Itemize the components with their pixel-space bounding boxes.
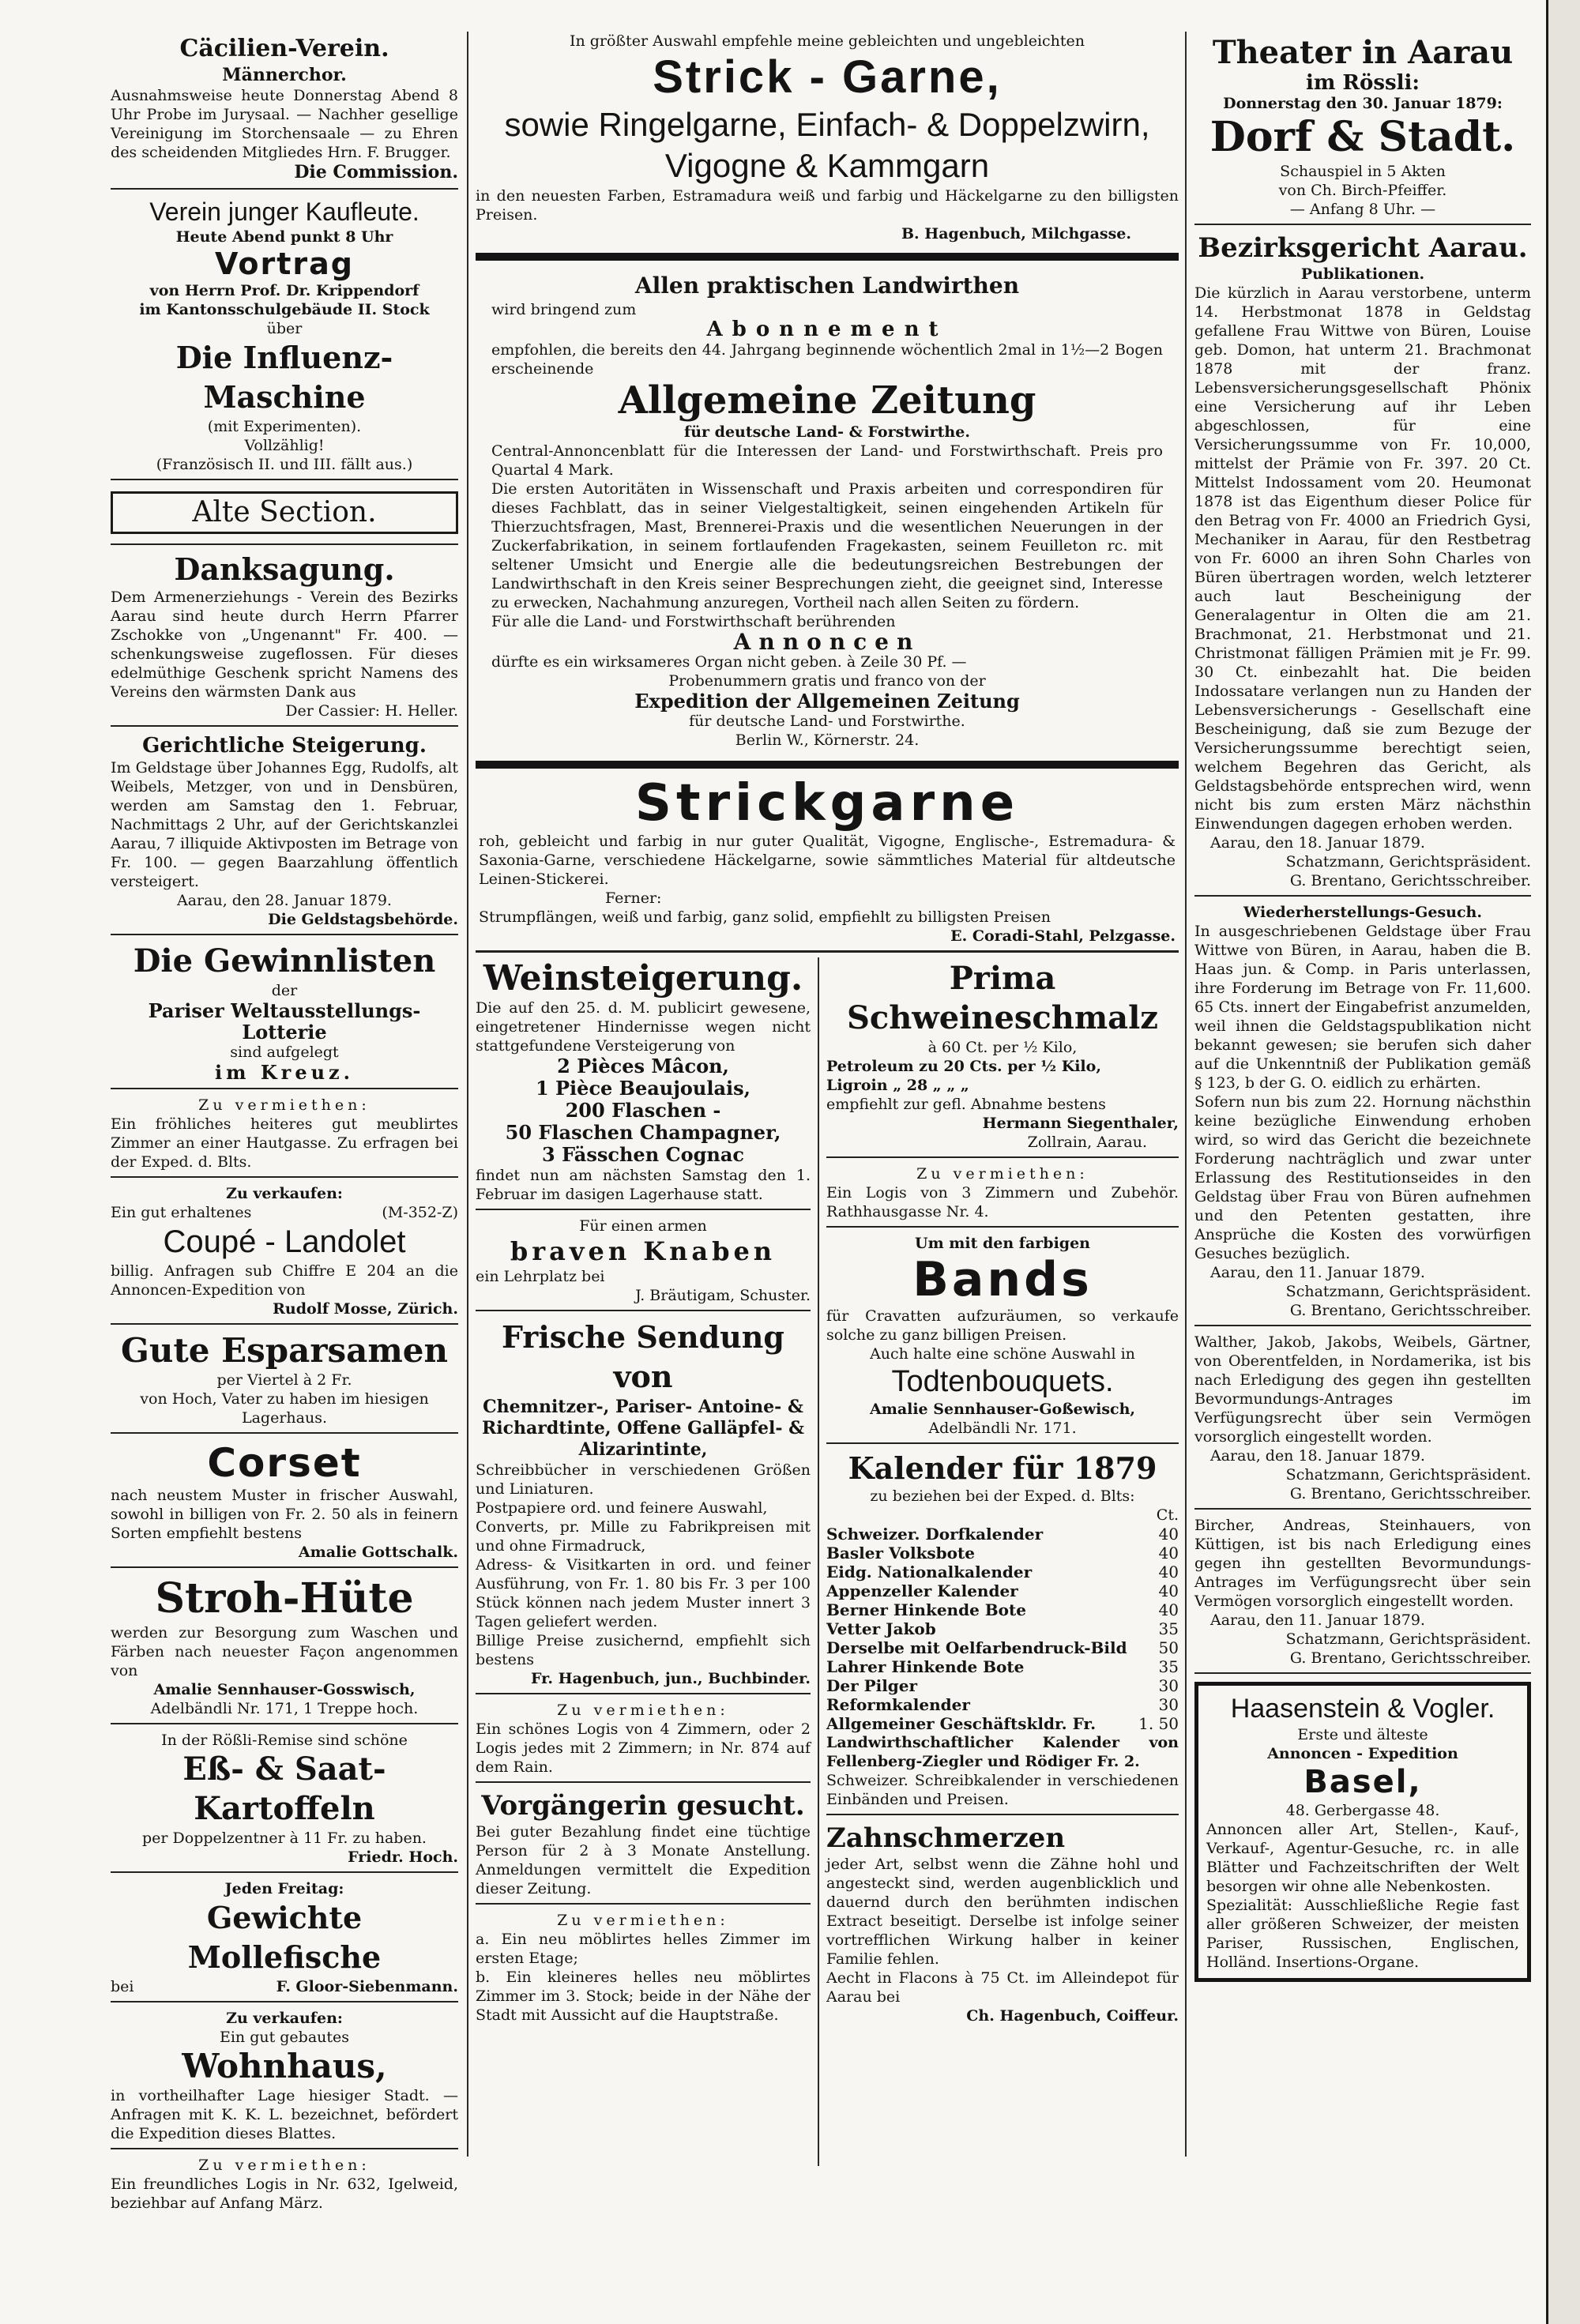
ad-weinsteigerung [476, 957, 811, 1210]
kalender-row [826, 1714, 1179, 1733]
ad-signature: F. Gloor-Siebenmann. [276, 1978, 458, 1995]
kalender-name: Der Pilger [826, 1676, 918, 1695]
ad-line: Probenummern gratis und franco von der [668, 672, 986, 690]
ad-title: Zu vermiethen: [198, 1096, 371, 1114]
ad-signature: G. Brentano, Gerichtsschreiber. [1289, 1485, 1531, 1502]
ad-title: Kalender für 1879 [848, 1450, 1157, 1486]
ad-line: Auch halte eine schöne Auswahl in [870, 1345, 1135, 1363]
ad-body: werden zur Besorgung zum Waschen und Färben nach neuester Façon angenommen von [111, 1624, 458, 1679]
ad-signature: Amalie Sennhauser-Gosswisch, [153, 1681, 416, 1698]
ad-line: über [266, 320, 303, 337]
ad-title: Strick - Garne, [653, 51, 1002, 103]
ad-caecilien [111, 32, 458, 190]
ad-date: Aarau, den 18. Januar 1879. [1210, 1447, 1425, 1465]
ad-line: Allen praktischen Landwirthen [634, 273, 1020, 299]
ad-line: Schweizer. Schreibkalender in verschiedenen Einbänden und Preisen. [826, 1772, 1179, 1808]
ad-mollefische [111, 1878, 458, 2002]
ad-signature: Amalie Sennhauser-Goßewisch, [869, 1401, 1136, 1418]
ad-line: dürfte es ein wirksameres Organ nicht geben. à Zeile 30 Pf. — [491, 653, 967, 671]
kalender-name: Lahrer Hinkende Bote [826, 1657, 1025, 1676]
ad-address: Adelbändli Nr. 171. [928, 1420, 1077, 1437]
ad-signature: G. Brentano, Gerichtsschreiber. [1289, 1302, 1531, 1319]
ad-line: Expedition der Allgemeinen Zeitung [634, 690, 1020, 713]
ad-body: Ein fröhliches heiteres gut meublirtes Zimmer an einer Hautgasse. Zu erfragen bei der Exped. d. Blts. [111, 1115, 458, 1171]
ad-knaben [476, 1215, 811, 1311]
ad-line: a. Ein neu möblirtes helles Zimmer im ersten Etage; [476, 1931, 811, 1967]
ad-bircher [1194, 1514, 1531, 1674]
ad-schweineschmalz [826, 957, 1179, 1158]
ad-line: von Herrn Prof. Dr. Krippendorf [149, 282, 419, 299]
ad-line: Ein gut gebautes [219, 2029, 350, 2046]
kalender-list [826, 1525, 1179, 1733]
ad-body: Die ersten Autoritäten in Wissenschaft und Praxis arbeiten und correspondiren für dieses Fachblatt, das in seiner Vielgestaltigkeit, seinen eingehenden Artikeln für Thierzuchtsfragen, Mast, Brennerei-Praxis und die wesentlichen Neuerungen in der Zuckerfabrikation, in seinem fortlaufenden Fragekasten, seinem Feuilleton rc. mit seltener Umsicht und Energie alle die bedeutungsreichen Bestrebungen der Landwirthschaft in den Kreis seiner Besprechungen zieht, die geeignet sind, Interesse zu erwecken, Nachahmung anzuregen, Vortheil nach allen Seiten zu fördern. [491, 480, 1163, 611]
ad-sendung [476, 1316, 811, 1694]
ad-signature: B. Hagenbuch, Milchgasse. [901, 225, 1131, 243]
ad-signature: Amalie Gottschalk. [298, 1544, 458, 1561]
ad-signature: Schatzmann, Gerichtspräsident. [1285, 1630, 1531, 1648]
ad-title: Bands [912, 1252, 1093, 1307]
ad-title: braven Knaben [510, 1236, 777, 1266]
ad-title: Theater in Aarau [1212, 34, 1514, 71]
ad-line: Annoncen - Expedition [1267, 1745, 1458, 1762]
ad-line: von Ch. Birch-Pfeiffer. [1278, 182, 1447, 199]
column-right [1194, 32, 1531, 2157]
ad-body: Sofern nun bis zum 22. Hornung nächsthin keine bezügliche Einwendung erhoben wird, so wird das Gericht die bezeichnete Forderung nachträglich und zwar unter Erlassung des Restitutionseides in den Geldstag über Frau von Büren aufnehmen und den Petenten gestatten, ihre Ansprüche die Kosten des vorwürfigen Gesuches bezüglich. [1194, 1093, 1531, 1262]
ad-title: Bezirksgericht Aarau. [1198, 232, 1528, 264]
ad-haasenstein [1194, 1682, 1531, 1982]
ad-line: empfiehlt zur gefl. Abnahme bestens [826, 1096, 1106, 1113]
ad-line: im Kantonsschulgebäude II. Stock [139, 301, 430, 318]
ad-vermiethen-4 [476, 1909, 811, 2029]
kalender-price: 50 [1158, 1638, 1179, 1657]
ad-line: Um mit den farbigen [915, 1235, 1090, 1252]
ad-body: findet nun am nächsten Samstag den 1. Februar im dasigen Lagerhause statt. [476, 1167, 811, 1203]
ad-line: im Rössli: [1305, 71, 1420, 95]
ad-line: Ferner: [605, 889, 662, 907]
ad-boxed-title: Alte Section. [111, 491, 458, 534]
ad-kaufleute [111, 194, 458, 480]
ad-line: Abonnement [706, 318, 948, 341]
ad-body: Annoncen aller Art, Stellen-, Kauf-, Verkauf-, Agentur-Gesuche, rc. in alle Blätter und Fachzeitschriften der Welt besorgen wir ohne alle Nebenkosten. [1206, 1821, 1519, 1895]
ad-line: In der Rößli-Remise sind schöne [161, 1732, 408, 1749]
ad-line: b. Ein kleineres helles neu möblirtes Zimmer im 3. Stock; beide in der Nähe der Stadt mit Aussicht auf die Hauptstraße. [476, 1969, 811, 2024]
ad-allgemeine-zeitung [476, 267, 1179, 754]
ad-title: Zu verkaufen: [226, 1185, 343, 1202]
ad-strickgarne [476, 775, 1179, 950]
ad-body: Ein Logis von 3 Zimmern und Zubehör. Rathhausgasse Nr. 4. [826, 1184, 1179, 1220]
kalender-row [826, 1676, 1179, 1695]
ad-body: Die kürzlich in Aarau verstorbene, unterm 14. Herbstmonat 1878 in Geldstag gefallene Frau Wittwe von Büren, Louise geb. Domon, hat unterm 21. Brachmonat 1878 mit der franz. Lebensversicherungsgesellschaft Phönix eine Versicherung auf ihr Leben abgeschlossen, für eine Versicherungssumme von Fr. 10,000, mittelst der Prämie von Fr. 397. 20 Ct. Mittelst Indossament vom 20. Heumonat 1878 ist das Eigenthum dieser Police für den Betrag von Fr. 4000 an Friedrich Gysi, Mechaniker in Aarau, für den Restbetrag von Fr. 6000 an ihren Sohn Charles von Büren übertragen worden, welch letzterer auch laut Bescheinigung der Generalagentur in Olten die am 21. Brachmonat, 21. Herbstmonat und 21. Christmonat fälligen Prämien mit je Fr. 99. 30 Ct. einbezahlt hat. Die beiden Indossatare verlangen nun zu Handen der Lebensversicherungs - Gesellschaft eine Bescheinigung, daß sie zum Bezuge der Versicherungssumme berechtigt seien, welchem Begehren das Gericht, als Geldstagsbehörde entsprechen wird, wenn nicht bis zum ersten März nächsthin Einwendungen dagegen erhoben werden. [1194, 284, 1531, 833]
ad-line: Central-Annoncenblatt für die Interessen der Land- und Forstwirthschaft. Preis pro Quartal 4 Mark. [491, 442, 1163, 479]
ad-line: Erste und älteste [1297, 1726, 1428, 1743]
column-left [111, 32, 458, 2212]
ad-signature: Ch. Hagenbuch, Coiffeur. [966, 2007, 1179, 2025]
kalender-row [826, 1600, 1179, 1619]
kalender-row [826, 1695, 1179, 1714]
ad-line: Ligroin „ 28 „ „ „ [826, 1077, 969, 1094]
ad-body: in den neuesten Farben, Estramadura weiß und farbig und Häckelgarne zu den billigsten Preisen. [476, 187, 1179, 224]
ad-line: Converts, pr. Mille zu Fabrikpreisen mit und ohne Firmadruck, [476, 1518, 811, 1555]
ad-line: Vigogne & Kammgarn [664, 147, 990, 184]
kalender-row [826, 1619, 1179, 1638]
ad-body: Ausnahmsweise heute Donnerstag Abend 8 Uhr Probe im Jurysaal. — Nachher gesellige Vereinigung im Storchensaale — zu Ehren des scheidenden Mitgliedes Hrn. F. Brugger. [111, 87, 458, 161]
column-center [476, 32, 1179, 2157]
ad-body: In ausgeschriebenen Geldstage über Frau Wittwe von Büren, in Aarau, haben die B. Haas jun. & Comp. in Paris unterlassen, ihre Forderung im Betrage von Fr. 11,600. 65 Cts. innert der Eingabefrist anzumelden, weil ihnen die Geldstagspublikation nicht bekannt gewesen; sie berufen sich daher auf die Unkenntniß der Publikation gemäß § 123, b der G. O. eidlich zu erhärten. [1194, 923, 1531, 1092]
ad-body: für Cravatten aufzuräumen, so verkaufe solche zu ganz billigen Preisen. [826, 1307, 1179, 1344]
ad-line: per Doppelzentner à 11 Fr. zu haben. [142, 1829, 427, 1847]
ad-body: Die auf den 25. d. M. publicirt gewesene, eingetretener Hindernisse wegen nicht stattgefundene Versteigerung von [476, 999, 811, 1055]
ad-body: Spezialität: Ausschließliche Regie fast aller größeren Schweizer, der meisten Pariser, Russischen, Englischen, Holländ. Insertions-Organe. [1206, 1897, 1519, 1971]
column-rule-left [467, 32, 468, 2157]
kalender-price: 30 [1158, 1676, 1179, 1695]
ad-signature: E. Coradi-Stahl, Pelzgasse. [950, 927, 1176, 945]
kalender-name: Eidg. Nationalkalender [826, 1562, 1033, 1581]
ad-line: Schauspiel in 5 Akten [1280, 163, 1446, 180]
ad-signature: Schatzmann, Gerichtspräsident. [1285, 1283, 1531, 1300]
kalender-price: 40 [1158, 1525, 1179, 1544]
ad-esparsamen [111, 1329, 458, 1434]
ad-vermiethen-1 [111, 1094, 458, 1178]
ad-line: der [271, 982, 298, 999]
ad-headline: Die Influenz-Maschine [175, 340, 393, 415]
ad-title: Danksagung. [174, 551, 395, 587]
kalender-row [826, 1638, 1179, 1657]
kalender-name: Allgemeiner Geschäftskldr. Fr. [826, 1714, 1097, 1733]
ad-body: Dem Armenerziehungs - Verein des Bezirks Aarau sind heute durch Herrn Pfarrer Zschokke von „Ungenannt" Fr. 400. — schenkungsweise zugeflossen. Für dieses edelmüthige Geschenk spricht Namens des Vereins den wärmsten Dank aus [111, 589, 458, 701]
ad-line: Billige Preise zusichernd, empfiehlt sich bestens [476, 1632, 811, 1668]
ad-title: Frische Sendung von [502, 1319, 784, 1394]
ad-title: Verein junger Kaufleute. [149, 197, 419, 226]
ad-signature: Schatzmann, Gerichtspräsident. [1285, 853, 1531, 871]
list-item: 200 Flaschen - [565, 1099, 721, 1122]
ad-title: Zahnschmerzen [826, 1822, 1066, 1854]
ad-coupe [111, 1183, 458, 1325]
ad-body: Im Geldstage über Johannes Egg, Rudolfs, alt Weibels, Metzger, von und in Densbüren, werden am Samstag den 1. Februar, Nachmittags 2 Uhr, auf der Gerichtskanzlei Aarau, 7 illiquide Aktivposten im Betrage von Fr. 100. — gegen Baarzahlung öffentlich versteigert. [111, 759, 458, 890]
kalender-price: 40 [1158, 1600, 1179, 1619]
ad-zahnschmerzen [826, 1820, 1179, 2030]
kalender-row [826, 1544, 1179, 1562]
ad-line: sowie Ringelgarne, Einfach- & Doppelzwirn, [504, 106, 1150, 143]
ad-line: Zu verkaufen: [226, 2010, 343, 2027]
ad-bezirksgericht [1194, 230, 1531, 897]
ad-title: Wiederherstellungs-Gesuch. [1243, 904, 1482, 921]
ad-title: Corset [207, 1440, 362, 1486]
ad-signature: Rudolf Mosse, Zürich. [273, 1300, 458, 1318]
ad-date: Aarau, den 28. Januar 1879. [177, 892, 392, 909]
ad-line: Heute Abend punkt 8 Uhr [175, 228, 393, 246]
ad-signature: Der Cassier: H. Heller. [285, 702, 458, 720]
ad-address: Zollrain, Aarau. [1027, 1134, 1147, 1151]
ad-line: Pariser Weltausstellungs-Lotterie [148, 999, 421, 1044]
ad-body: in vortheilhafter Lage hiesiger Stadt. — Anfragen mit K. K. L. bezeichnet, befördert die Expedition dieses Blattes. [111, 2087, 458, 2142]
kalender-row [826, 1562, 1179, 1581]
ad-body: roh, gebleicht und farbig in nur guter Qualität, Vigogne, Englische-, Estremadura- & Saxonia-Garne, verschiedene Häckelgarne, sowie sämmtliches Material für altdeutsche Leinen-Stickerei. [479, 833, 1176, 888]
ad-line: sind aufgelegt [230, 1044, 339, 1061]
ad-line: Vollzählig! [244, 437, 325, 454]
ad-line: Adress- & Visitkarten in ord. und feiner Ausführung, von Fr. 1. 80 bis Fr. 3 per 100 Stück können nach jedem Muster innert 3 Tagen geliefert werden. [476, 1556, 811, 1630]
ad-subtitle: Männerchor. [222, 65, 347, 85]
ad-title: Gerichtliche Steigerung. [142, 734, 427, 758]
ad-signature: G. Brentano, Gerichtsschreiber. [1289, 1649, 1531, 1667]
ad-line: Berlin W., Körnerstr. 24. [735, 731, 920, 749]
kalender-row [826, 1525, 1179, 1544]
ad-date: Aarau, den 18. Januar 1879. [1210, 834, 1425, 852]
ad-line: (Französisch II. und III. fällt aus.) [156, 456, 413, 473]
ad-title: Allgemeine Zeitung [618, 378, 1036, 423]
ad-title: Gute Esparsamen [120, 1331, 449, 1370]
ad-line: Postpapiere ord. und feinere Auswahl, [476, 1499, 768, 1517]
ad-signature: Schatzmann, Gerichtspräsident. [1285, 1466, 1531, 1484]
ad-corset [111, 1438, 458, 1568]
ad-signature: Die Geldstagsbehörde. [268, 911, 458, 928]
kalender-name: Derselbe mit Oelfarbendruck-Bild [826, 1638, 1127, 1657]
ad-body: Ein schönes Logis von 4 Zimmern, oder 2 Logis jedes mit 2 Zimmern; in Nr. 874 auf dem Rain. [476, 1720, 811, 1776]
ad-code: (M-352-Z) [382, 1204, 458, 1221]
ad-title: Vorgängerin gesucht. [481, 1790, 805, 1822]
column-rule-right [1185, 32, 1187, 2157]
ad-line: Landwirthschaftlicher Kalender von Fellenberg-Ziegler und Rödiger Fr. 2. [826, 1734, 1179, 1770]
ad-line: (mit Experimenten). [207, 418, 362, 435]
wine-list [476, 1055, 811, 1166]
ad-line: bei [111, 1978, 134, 1995]
ad-body: nach neustem Muster in frischer Auswahl, sowohl in billigen von Fr. 2. 50 als in feinern Sorten empfiehlt bestens [111, 1487, 458, 1542]
ad-line: Ein gut erhaltenes [111, 1204, 252, 1221]
ad-signature: Fr. Hagenbuch, jun., Buchbinder. [531, 1670, 811, 1687]
ad-line: für deutsche Land- und Forstwirthe. [689, 713, 965, 730]
ad-line: empfohlen, die bereits den 44. Jahrgang beginnende wöchentlich 2mal in 1½—2 Bogen erscheinende [491, 341, 1163, 378]
ad-line: Donnerstag den 30. Januar 1879: [1223, 95, 1503, 112]
ad-line: per Viertel à 2 Fr. [216, 1371, 352, 1389]
ad-title: Haasenstein & Vogler. [1230, 1694, 1495, 1724]
ad-kalender [826, 1449, 1179, 1815]
ad-bands [826, 1232, 1179, 1444]
ad-signature: J. Bräutigam, Schuster. [635, 1287, 811, 1304]
ad-title: Die Gewinnlisten [133, 942, 436, 980]
center-right-subcolumn [826, 957, 1179, 2166]
center-left-subcolumn [476, 957, 811, 2166]
ad-date: Aarau, den 11. Januar 1879. [1210, 1264, 1425, 1281]
kalender-price: 35 [1158, 1619, 1179, 1638]
kalender-price: 1. 50 [1138, 1714, 1179, 1733]
ad-danksagung [111, 550, 458, 727]
ad-line: In größter Auswahl empfehle meine gebleichten und ungebleichten [569, 32, 1085, 50]
ad-signature: Die Commission. [294, 162, 458, 182]
ad-title: Weinsteigerung. [483, 958, 803, 998]
ad-body: Bei guter Bezahlung findet eine tüchtige Person für 2 à 3 Monate Anstellung. Anmeldungen vermittelt die Expedition dieser Zeitung. [476, 1823, 811, 1897]
kalender-row [826, 1581, 1179, 1600]
ad-headline: Basel, [1304, 1764, 1422, 1800]
ad-body: billig. Anfragen sub Chiffre E 204 an die Annoncen-Expedition von [111, 1262, 458, 1299]
ad-items: Chemnitzer-, Pariser- Antoine- & Richardtinte, Offene Galläpfel- & Alizarintinte, [482, 1397, 804, 1460]
ad-body: Ein freundliches Logis in Nr. 632, Igelweid, beziehbar auf Anfang März. [111, 2175, 458, 2212]
ad-title: Zu vermiethen: [198, 2157, 371, 2174]
list-item: 2 Pièces Mâcon, [557, 1055, 729, 1077]
ad-title: Zu vermiethen: [557, 1912, 729, 1929]
ad-title: Zu vermiethen: [557, 1702, 729, 1719]
ad-line: ein Lehrplatz bei [476, 1268, 605, 1285]
thick-rule [476, 253, 1179, 261]
kalender-name: Vetter Jakob [826, 1619, 936, 1638]
ad-headline: Todtenbouquets. [891, 1365, 1114, 1398]
kalender-price: 30 [1158, 1695, 1179, 1714]
ad-line: Strumpflängen, weiß und farbig, ganz solid, empfiehlt zu billigsten Preisen [479, 908, 1051, 926]
subcolumn-rule [818, 957, 819, 2166]
ad-headline: Vortrag [215, 246, 354, 281]
ad-body: Walther, Jakob, Jakobs, Weibels, Gärtner, von Oberentfelden, in Nordamerika, ist bis nach Erledigung des gegen ihn gestellten Bevormundungs-Antrages im Verfügungsrecht über sein Vermögen vorsorglich eingestellt worden. [1194, 1333, 1531, 1446]
kalender-price: 40 [1158, 1562, 1179, 1581]
list-item: 1 Pièce Beaujoulais, [535, 1077, 751, 1100]
ad-address: Adelbändli Nr. 171, 1 Treppe hoch. [150, 1700, 419, 1717]
ad-line: Für einen armen [579, 1217, 707, 1235]
ad-title: Stroh-Hüte [155, 1574, 414, 1623]
ad-line: im Kreuz. [214, 1061, 355, 1084]
ad-theater [1194, 32, 1531, 225]
center-subcolumns [476, 957, 1179, 2166]
ad-unit: Ct. [1156, 1506, 1179, 1524]
ad-body: Bircher, Andreas, Steinhauers, von Küttigen, ist bis nach Erledigung eines gegen ihn gestellten Bevormundungs-Antrages im Verfügungsrecht über sein Vermögen vorsorglich eingestellt worden. [1194, 1517, 1531, 1610]
ad-title: Cäcilien-Verein. [179, 35, 389, 62]
ad-title: Prima Schweineschmalz [846, 960, 1159, 1036]
ad-line: von Hoch, Vater zu haben im hiesigen Lagerhaus. [140, 1390, 429, 1427]
ad-title: Wohnhaus, [182, 2047, 387, 2085]
ad-title: Gewichte Mollefische [187, 1900, 382, 1975]
ad-vermiethen-3 [476, 1699, 811, 1783]
list-item: 3 Fässchen Cognac [542, 1143, 744, 1166]
kalender-price: 35 [1158, 1657, 1179, 1676]
ad-line: für deutsche Land- & Forstwirthe. [684, 423, 970, 441]
ad-vermiethen-5 [826, 1163, 1179, 1228]
ad-title: Zu vermiethen: [916, 1165, 1089, 1183]
ad-line: à 60 Ct. per ½ Kilo, [927, 1039, 1078, 1056]
ad-headline: Coupé - Landolet [163, 1224, 406, 1259]
ad-strohhuete [111, 1573, 458, 1724]
kalender-name: Schweizer. Dorfkalender [826, 1525, 1044, 1544]
ad-line: 48. Gerbergasse 48. [1285, 1802, 1440, 1819]
ad-wiederherstellung [1194, 901, 1531, 1326]
ad-signature: G. Brentano, Gerichtsschreiber. [1289, 872, 1531, 889]
ad-signature: Hermann Siegenthaler, [982, 1115, 1179, 1132]
ad-kartoffeln [111, 1729, 458, 1873]
ad-alte-section [111, 485, 458, 545]
list-item: 50 Flaschen Champagner, [505, 1121, 781, 1144]
kalender-name: Reformkalender [826, 1695, 970, 1714]
ad-strick-garne [476, 32, 1179, 246]
ad-line: Schreibbücher in verschiedenen Größen und Liniaturen. [476, 1461, 811, 1498]
ad-walther [1194, 1331, 1531, 1510]
kalender-row [826, 1657, 1179, 1676]
ad-steigerung [111, 731, 458, 935]
ad-headline: Dorf & Stadt. [1209, 113, 1516, 161]
ad-line: Für alle die Land- und Forstwirthschaft berührenden [491, 613, 896, 630]
ad-line: wird bringend zum [491, 301, 637, 318]
ad-vermiethen-2 [111, 2154, 458, 2217]
ad-title: Strickgarne [634, 774, 1020, 833]
rule [476, 950, 1179, 953]
ad-line: — Anfang 8 Uhr. — [1289, 201, 1436, 218]
ad-date: Aarau, den 11. Januar 1879. [1210, 1611, 1425, 1629]
page-edge [1546, 0, 1580, 2324]
kalender-price: 40 [1158, 1581, 1179, 1600]
ad-line: Annoncen [733, 629, 921, 655]
ad-signature: Friedr. Hoch. [348, 1848, 458, 1866]
ad-line: Aecht in Flacons à 75 Ct. im Alleindepot für Aarau bei [826, 1969, 1179, 2006]
ad-body: jeder Art, selbst wenn die Zähne hohl und angesteckt sind, werden augenblicklich und dauernd durch den berühmten indischen Extract beseitigt. Derselbe ist infolge seiner vortrefflichen Wirkung halber in keiner Familie fehlen. [826, 1856, 1179, 1968]
ad-gewinnlisten [111, 940, 458, 1089]
ad-line: Petroleum zu 20 Cts. per ½ Kilo, [826, 1058, 1101, 1075]
ad-subtitle: Publikationen. [1300, 265, 1425, 283]
kalender-name: Berner Hinkende Bote [826, 1600, 1026, 1619]
thick-rule [476, 761, 1179, 769]
kalender-name: Appenzeller Kalender [826, 1581, 1018, 1600]
ad-line: Jeden Freitag: [224, 1880, 344, 1897]
kalender-name: Basler Volksbote [826, 1544, 975, 1562]
ad-wohnhaus [111, 2007, 458, 2149]
ad-title: Eß- & Saat-Kartoffeln [182, 1751, 386, 1827]
ad-line: zu beziehen bei der Exped. d. Blts: [870, 1487, 1135, 1505]
kalender-price: 40 [1158, 1544, 1179, 1562]
ad-vorgaengerin [476, 1788, 811, 1905]
